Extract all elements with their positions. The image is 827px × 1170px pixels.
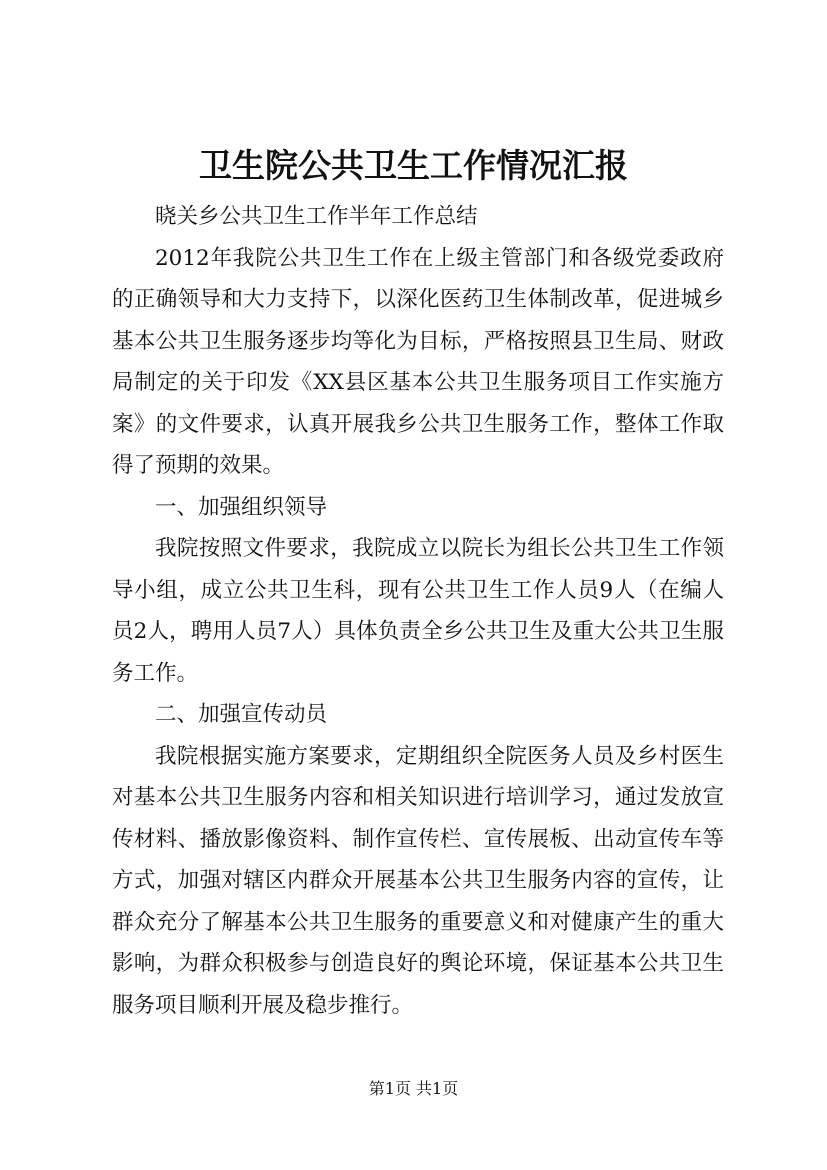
- document-title: 卫生院公共卫生工作情况汇报: [199, 146, 628, 185]
- section-paragraph-1: 我院按照文件要求，我院成立以院长为组长公共卫生工作领导小组，成立公共卫生科，现有公共卫生工作人员9人（在编人员2人，聘用人员7人）具体负责全乡公共卫生及重大公共卫生服务工作。: [112, 536, 724, 686]
- intro-paragraph: 2012年我院公共卫生工作在上级主管部门和各级党委政府的正确领导和大力支持下，以深化医药卫生体制改革，促进城乡基本公共卫生服务逐步均等化为目标，严格按照县卫生局、财政局制定的关于印发《XX县区基本公共卫生服务项目工作实施方案》的文件要求，认真开展我乡公共卫生服务工作，整体工作取得了预期的效果。: [112, 245, 724, 478]
- section-heading-2: 二、加强宣传动员: [155, 702, 328, 727]
- subtitle-paragraph: 晓关乡公共卫生工作半年工作总结: [155, 204, 478, 229]
- document-body: [112, 196, 724, 1026]
- section-paragraph-2: 我院根据实施方案要求，定期组织全院医务人员及乡村医生对基本公共卫生服务内容和相关知识进行培训学习，通过发放宣传材料、播放影像资料、制作宣传栏、宣传展板、出动宣传车等方式，加强对辖区内群众开展基本公共卫生服务内容的宣传，让群众充分了解基本公共卫生服务的重要意义和对健康产生的重大影响，为群众积极参与创造良好的舆论环境，保证基本公共卫生服务项目顺利开展及稳步推行。: [112, 743, 724, 1018]
- page-footer: 第1页 共1页: [368, 1079, 459, 1098]
- section-heading-1: 一、加强组织领导: [155, 494, 328, 520]
